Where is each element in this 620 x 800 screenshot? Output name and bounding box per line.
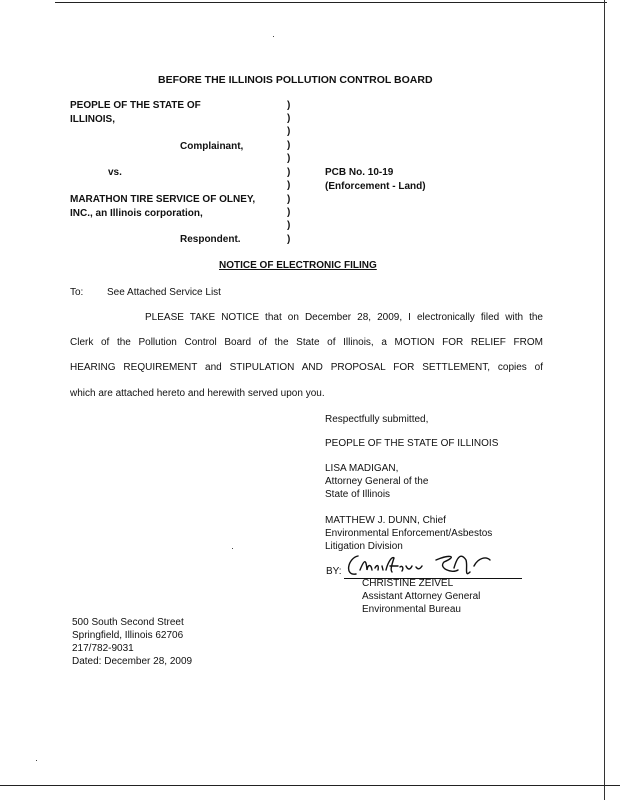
scan-speck: [273, 36, 274, 37]
attorney-general-title-2: State of Illinois: [325, 489, 391, 500]
caption-paren: ): [287, 194, 291, 205]
scan-border-right: [604, 0, 605, 800]
body-line-3: HEARING REQUIREMENT and STIPULATION AND PROPOSAL FOR SETTLEMENT, copies of: [70, 362, 543, 373]
by-label: BY:: [326, 566, 342, 577]
versus-label: vs.: [108, 167, 122, 178]
body-line-1: PLEASE TAKE NOTICE that on December 28, 2009, I electronically filed with the: [145, 312, 543, 323]
attorney-general-name: LISA MADIGAN,: [325, 463, 399, 474]
signer-title-1: Assistant Attorney General: [362, 591, 481, 602]
complainant-label: Complainant,: [180, 141, 244, 152]
case-type: (Enforcement - Land): [325, 181, 426, 192]
caption-paren: ): [287, 153, 291, 164]
to-value: See Attached Service List: [107, 287, 221, 298]
dated: Dated: December 28, 2009: [72, 656, 193, 667]
plaintiff-line-1: PEOPLE OF THE STATE OF: [70, 100, 201, 111]
chief-name: MATTHEW J. DUNN, Chief: [325, 515, 446, 526]
chief-title-1: Environmental Enforcement/Asbestos: [325, 528, 493, 539]
caption-paren: ): [287, 207, 291, 218]
caption-paren: ): [287, 113, 291, 124]
defendant-line-1: MARATHON TIRE SERVICE OF OLNEY,: [70, 194, 256, 205]
caption-paren: ): [287, 180, 291, 191]
scan-speck: [36, 760, 37, 761]
respondent-label: Respondent.: [180, 234, 241, 245]
document-title: BEFORE THE ILLINOIS POLLUTION CONTROL BOARD: [158, 74, 433, 86]
people-of-state: PEOPLE OF THE STATE OF ILLINOIS: [325, 438, 499, 449]
caption-paren: ): [287, 126, 291, 137]
scan-border-top: [55, 2, 607, 3]
address-city: Springfield, Illinois 62706: [72, 630, 184, 641]
address-phone: 217/782-9031: [72, 643, 134, 654]
plaintiff-line-2: ILLINOIS,: [70, 114, 115, 125]
signer-title-2: Environmental Bureau: [362, 604, 461, 615]
signer-name: CHRISTINE ZEIVEL: [362, 578, 454, 589]
caption-paren: ): [287, 167, 291, 178]
address-street: 500 South Second Street: [72, 617, 184, 628]
attorney-general-title-1: Attorney General of the: [325, 476, 429, 487]
body-line-4: which are attached hereto and herewith served upon you.: [70, 388, 325, 399]
to-label: To:: [70, 287, 84, 298]
caption-paren: ): [287, 140, 291, 151]
defendant-line-2: INC., an Illinois corporation,: [70, 208, 203, 219]
caption-paren: ): [287, 100, 291, 111]
caption-paren: ): [287, 220, 291, 231]
body-line-2: Clerk of the Pollution Control Board of the State of Illinois, a MOTION FOR RELIEF FROM: [70, 337, 543, 348]
case-number: PCB No. 10-19: [325, 167, 394, 178]
caption-paren: ): [287, 234, 291, 245]
chief-title-2: Litigation Division: [325, 541, 403, 552]
scan-speck: [232, 548, 233, 549]
scan-border-bottom: [0, 785, 620, 786]
notice-heading: NOTICE OF ELECTRONIC FILING: [219, 260, 377, 271]
respectfully-submitted: Respectfully submitted,: [325, 414, 429, 425]
